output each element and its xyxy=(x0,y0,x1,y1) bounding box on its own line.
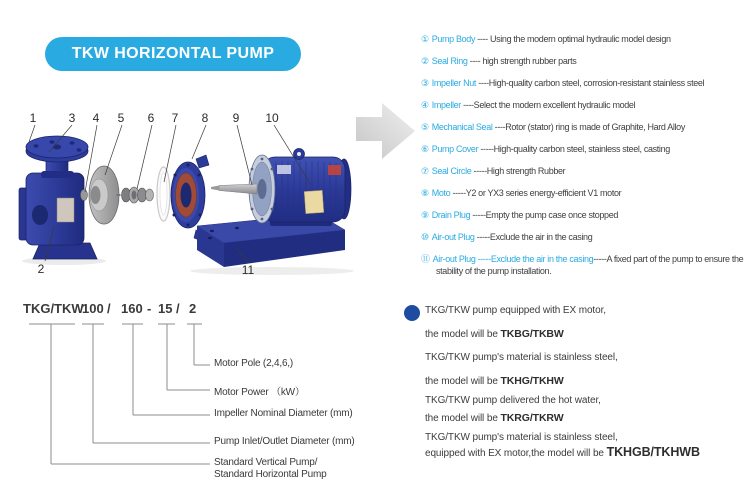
callout-6: 6 xyxy=(147,111,155,125)
variant-text: TKG/TKW pump equipped with EX motor, xyxy=(425,305,606,316)
model-label-impeller-dia: Impeller Nominal Diameter (mm) xyxy=(214,408,353,419)
model-separator: - xyxy=(147,301,152,316)
callout-1: 1 xyxy=(29,111,37,125)
callout-10: 10 xyxy=(265,111,279,125)
callout-11: 11 xyxy=(241,263,255,277)
part-item-9 xyxy=(421,209,756,221)
part-name: Impeller xyxy=(431,100,461,110)
part-number: ⑤ xyxy=(421,122,429,132)
callout-8: 8 xyxy=(201,111,209,125)
part-item-7 xyxy=(421,165,756,177)
part-item-2 xyxy=(421,55,756,67)
callout-4: 4 xyxy=(92,111,100,125)
part-number: ④ xyxy=(421,100,429,110)
variant-text: the model will be xyxy=(425,413,501,424)
callout-3: 3 xyxy=(68,111,76,125)
variant-text: equipped with EX motor,the model will be xyxy=(425,448,607,459)
part-number: ⑥ xyxy=(421,144,429,154)
bullet-icon xyxy=(404,305,420,321)
part-desc: -----High strength Rubber xyxy=(471,166,566,176)
part-item-1 xyxy=(421,33,756,45)
variant-model-code: TKHGB/TKHWB xyxy=(606,445,700,459)
part-name: Pump Cover xyxy=(431,144,479,154)
part-desc: ----Select the modern excellent hydraulic model xyxy=(460,100,636,110)
part-item-4 xyxy=(421,99,756,111)
seal-circle-drawing xyxy=(157,167,170,221)
model-segment-inlet: 100 xyxy=(82,301,104,316)
title-banner xyxy=(45,37,301,71)
callout-9: 9 xyxy=(232,111,240,125)
model-segment-power: 15 xyxy=(158,301,173,316)
part-item-6 xyxy=(421,143,756,155)
part-item-11 xyxy=(421,253,756,277)
model-segment-impeller: 160 xyxy=(121,301,143,316)
exploded-pump-diagram xyxy=(0,95,420,295)
model-segment-series: TKG/TKW xyxy=(23,301,84,316)
part-name: Air-out Plug -----Exclude the air in the casing xyxy=(432,254,594,264)
part-desc: ---- Using the modern optimal hydraulic model design xyxy=(475,34,671,44)
variant-line xyxy=(425,352,618,363)
variant-line xyxy=(425,445,700,459)
part-name: Moto xyxy=(431,188,451,198)
part-name: Seal Circle xyxy=(431,166,472,176)
part-number: ⑧ xyxy=(421,188,429,198)
part-desc: -----High-quality carbon steel, stainless steel, casting xyxy=(478,144,670,154)
motor-drawing xyxy=(211,149,351,227)
part-name: Drain Plug xyxy=(431,210,471,220)
part-item-3 xyxy=(421,77,756,89)
page-title: TKW HORIZONTAL PUMP xyxy=(71,45,275,62)
impeller-drawing xyxy=(81,166,120,224)
part-item-5 xyxy=(421,121,756,133)
shadow xyxy=(190,267,354,275)
variant-line xyxy=(425,395,601,406)
part-desc: ----Rotor (stator) ring is made of Graphite, Hard Alloy xyxy=(492,122,685,132)
model-separator: / xyxy=(176,301,180,316)
part-name: Air-out Plug xyxy=(431,232,475,242)
part-name: Pump Body xyxy=(431,34,476,44)
part-desc: ---- high strength rubber parts xyxy=(467,56,577,66)
model-label-standard-2: Standard Horizontal Pump xyxy=(214,469,327,480)
model-label-motor-power: Motor Power （kW） xyxy=(214,387,305,398)
model-separator: / xyxy=(107,301,111,316)
model-label-standard-1: Standard Vertical Pump/ xyxy=(214,457,318,468)
callout-5: 5 xyxy=(117,111,125,125)
parts-list xyxy=(421,33,756,287)
part-number: ① xyxy=(421,34,429,44)
variant-model-code: TKRG/TKRW xyxy=(500,412,564,424)
variant-line xyxy=(425,375,564,387)
part-number: ⑦ xyxy=(421,166,429,176)
part-desc: -----Y2 or YX3 series energy-efficient V1 motor xyxy=(450,188,622,198)
variant-text: TKG/TKW pump delivered the hot water, xyxy=(425,395,601,406)
variant-text: TKG/TKW pump's material is stainless steel, xyxy=(425,432,618,443)
part-number: ⑪ xyxy=(421,254,430,264)
part-item-10 xyxy=(421,231,756,243)
variant-text: the model will be xyxy=(425,376,501,387)
variant-model-code: TKHG/TKHW xyxy=(500,375,564,387)
variant-line xyxy=(425,412,564,424)
variant-line xyxy=(425,328,564,340)
variant-line xyxy=(425,432,618,443)
part-desc: -----A fixed part of the pump to ensure the stability of the pump installation. xyxy=(436,254,744,276)
part-number: ⑨ xyxy=(421,210,429,220)
variant-line xyxy=(425,305,606,316)
part-item-8 xyxy=(421,187,756,199)
part-desc: -----Exclude the air in the casing xyxy=(474,232,593,242)
variant-model-code: TKBG/TKBW xyxy=(500,328,564,340)
model-label-motor-pole: Motor Pole (2,4,6,) xyxy=(214,358,294,369)
arrow-right-icon xyxy=(356,103,415,159)
variant-text: the model will be xyxy=(425,329,501,340)
callout-2: 2 xyxy=(37,262,45,276)
part-name: Impeller Nut xyxy=(431,78,477,88)
part-desc: ----High-quality carbon steel, corrosion-resistant stainless steel xyxy=(476,78,705,88)
mechanical-seal-drawing xyxy=(117,187,154,203)
callout-7: 7 xyxy=(171,111,179,125)
variant-text: TKG/TKW pump's material is stainless steel, xyxy=(425,352,618,363)
part-desc: -----Empty the pump case once stopped xyxy=(470,210,619,220)
model-segment-pole: 2 xyxy=(189,301,197,316)
part-number: ⑩ xyxy=(421,232,429,242)
part-name: Mechanical Seal xyxy=(431,122,493,132)
part-number: ③ xyxy=(421,78,429,88)
part-number: ② xyxy=(421,56,429,66)
model-label-inlet-dia: Pump Inlet/Outlet Diameter (mm) xyxy=(214,436,355,447)
part-name: Seal Ring xyxy=(431,56,468,66)
